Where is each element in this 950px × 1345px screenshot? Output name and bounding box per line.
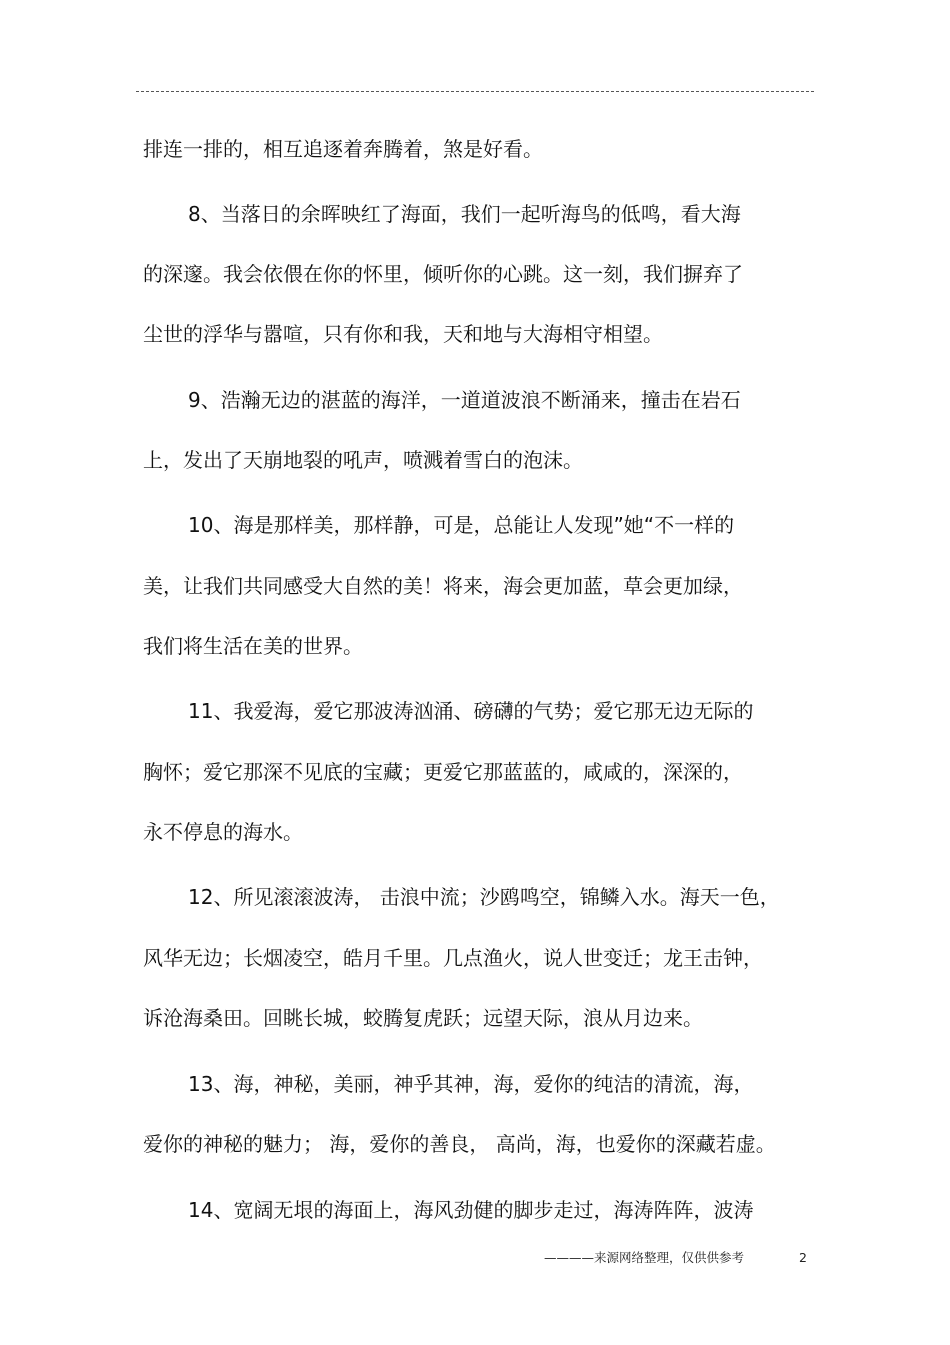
header-dashed-rule: [136, 91, 814, 92]
text-line: 诉沧海桑田。回眺长城，蛟腾复虎跃；远望天际，浪从月边来。: [143, 1006, 703, 1030]
text-line: 10、海是那样美，那样静，可是，总能让人发现”她“不一样的: [188, 513, 735, 537]
text-line: 上，发出了天崩地裂的吼声，喷溅着雪白的泡沫。: [143, 448, 583, 472]
text-line: 11、我爱海，爱它那波涛汹涌、磅礴的气势；爱它那无边无际的: [188, 699, 754, 723]
text-line: 永不停息的海水。: [143, 820, 303, 844]
text-line: 风华无边；长烟凌空，皓月千里。几点渔火，说人世变迁；龙王击钟，: [143, 946, 763, 970]
text-line: 8、当落日的余晖映红了海面，我们一起听海鸟的低鸣，看大海: [188, 202, 741, 226]
text-line: 美，让我们共同感受大自然的美！将来，海会更加蓝，草会更加绿，: [143, 574, 743, 598]
text-line: 的深邃。我会依偎在你的怀里，倾听你的心跳。这一刻，我们摒弃了: [143, 262, 743, 286]
text-line: 爱你的神秘的魅力； 海，爱你的善良， 高尚，海，也爱你的深藏若虚。: [143, 1132, 776, 1156]
text-line: 我们将生活在美的世界。: [143, 634, 363, 658]
text-line: 胸怀；爱它那深不见底的宝藏；更爱它那蓝蓝的，咸咸的，深深的，: [143, 760, 743, 784]
text-line: 尘世的浮华与嚣喧，只有你和我，天和地与大海相守相望。: [143, 322, 663, 346]
footer-source-note: ————来源网络整理，仅供供参考: [544, 1250, 745, 1265]
text-line: 13、海，神秘，美丽，神乎其神，海，爱你的纯洁的清流，海，: [188, 1072, 754, 1096]
text-line: 排连一排的，相互追逐着奔腾着，煞是好看。: [143, 137, 543, 161]
text-line: 9、浩瀚无边的湛蓝的海洋，一道道波浪不断涌来，撞击在岩石: [188, 388, 741, 412]
page-number: 2: [799, 1250, 807, 1265]
text-line: 14、宽阔无垠的海面上，海风劲健的脚步走过，海涛阵阵，波涛: [188, 1198, 754, 1222]
text-line: 12、所见滚滚波涛， 击浪中流；沙鸥鸣空，锦鳞入水。海天一色，: [188, 885, 780, 909]
